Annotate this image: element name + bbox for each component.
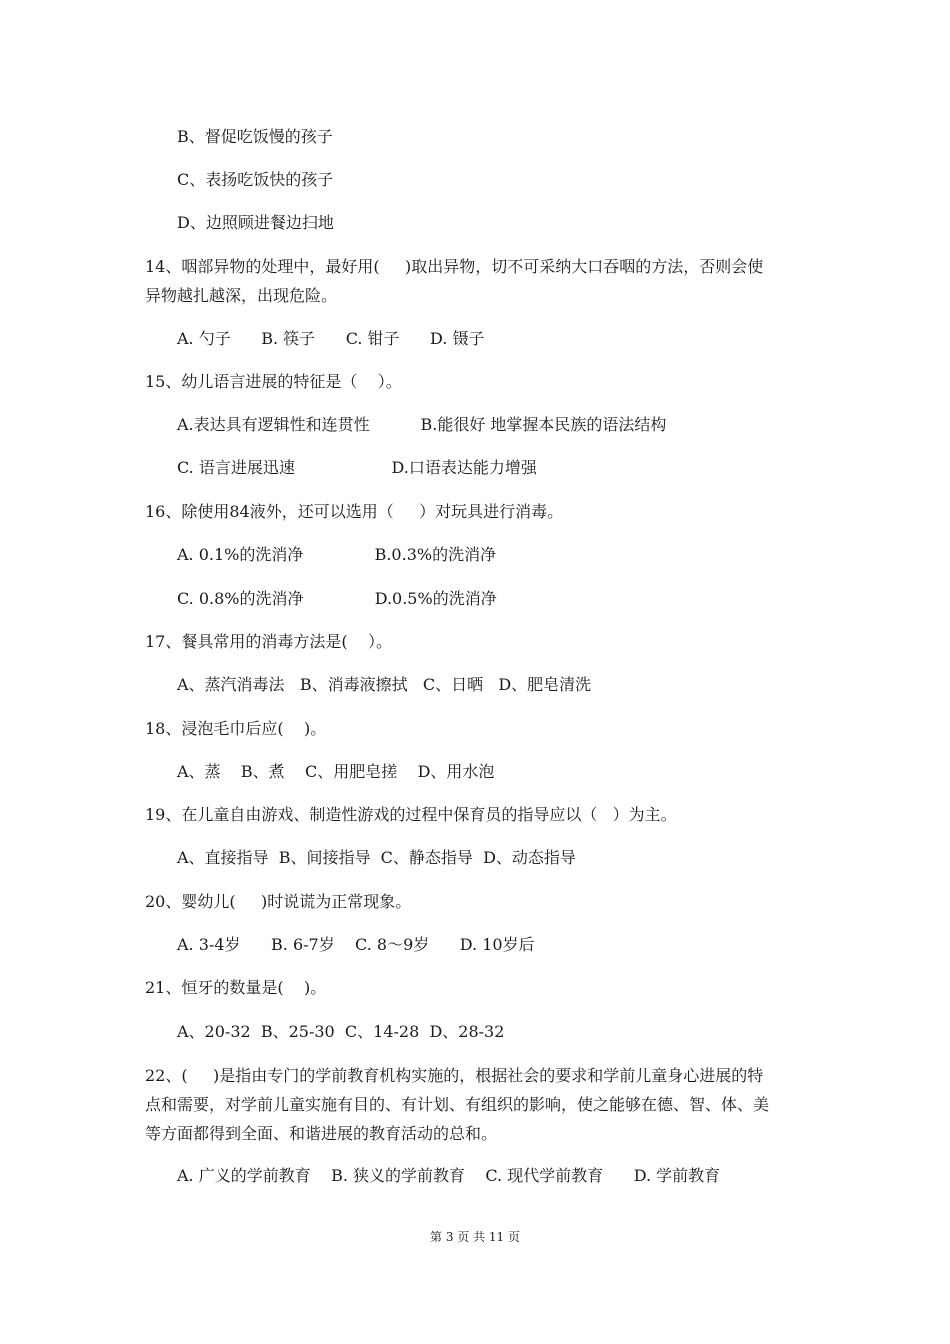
- option-line: A、蒸汽消毒法 B、消毒液擦拭 C、日晒 D、肥皂清洗: [177, 675, 592, 694]
- question-line: 17、餐具常用的消毒方法是( ）。: [145, 632, 392, 651]
- option-line: C. 语言进展迅速 D.口语表达能力增强: [177, 458, 537, 477]
- option-line: A. 勺子 B. 筷子 C. 钳子 D. 镊子: [177, 329, 485, 348]
- page-footer: 第 3 页 共 11 页: [430, 1230, 520, 1244]
- question-line: 等方面都得到全面、和谐进展的教育活动的总和。: [145, 1124, 498, 1143]
- question-line: 异物越扎越深，出现危险。: [145, 286, 338, 305]
- option-line: C、表扬吃饭快的孩子: [177, 170, 334, 189]
- option-line: A、蒸 B、煮 C、用肥皂搓 D、用水泡: [177, 762, 495, 781]
- question-line: 15、幼儿语言进展的特征是（ ）。: [145, 372, 402, 391]
- option-line: A.表达具有逻辑性和连贯性 B.能很好 地掌握本民族的语法结构: [177, 415, 667, 434]
- option-line: A. 0.1%的洗消净 B.0.3%的洗消净: [177, 545, 497, 564]
- option-line: A. 3-4岁 B. 6-7岁 C. 8～9岁 D. 10岁后: [177, 935, 535, 954]
- option-line: C. 0.8%的洗消净 D.0.5%的洗消净: [177, 589, 497, 608]
- option-line: D、边照顾进餐边扫地: [177, 213, 334, 232]
- question-line: 点和需要，对学前儿童实施有目的、有计划、有组织的影响，使之能够在德、智、体、美: [145, 1095, 770, 1114]
- question-line: 22、( )是指由专门的学前教育机构实施的，根据社会的要求和学前儿童身心进展的特: [145, 1066, 764, 1085]
- option-line: A、直接指导 B、间接指导 C、静态指导 D、动态指导: [177, 848, 576, 867]
- option-line: A. 广义的学前教育 B. 狭义的学前教育 C. 现代学前教育 D. 学前教育: [177, 1166, 721, 1185]
- question-line: 18、浸泡毛巾后应( )。: [145, 719, 327, 738]
- question-line: 16、除使用84液外，还可以选用（ ）对玩具进行消毒。: [145, 502, 564, 521]
- question-line: 19、在儿童自由游戏、制造性游戏的过程中保育员的指导应以（ ）为主。: [145, 805, 677, 824]
- question-line: 21、恒牙的数量是( )。: [145, 978, 327, 997]
- option-line: A、20-32 B、25-30 C、14-28 D、28-32: [177, 1022, 505, 1041]
- option-line: B、督促吃饭慢的孩子: [177, 127, 333, 146]
- question-line: 14、咽部异物的处理中，最好用( )取出异物，切不可采纳大口吞咽的方法，否则会使: [145, 257, 764, 276]
- question-line: 20、婴幼儿( )时说谎为正常现象。: [145, 892, 412, 911]
